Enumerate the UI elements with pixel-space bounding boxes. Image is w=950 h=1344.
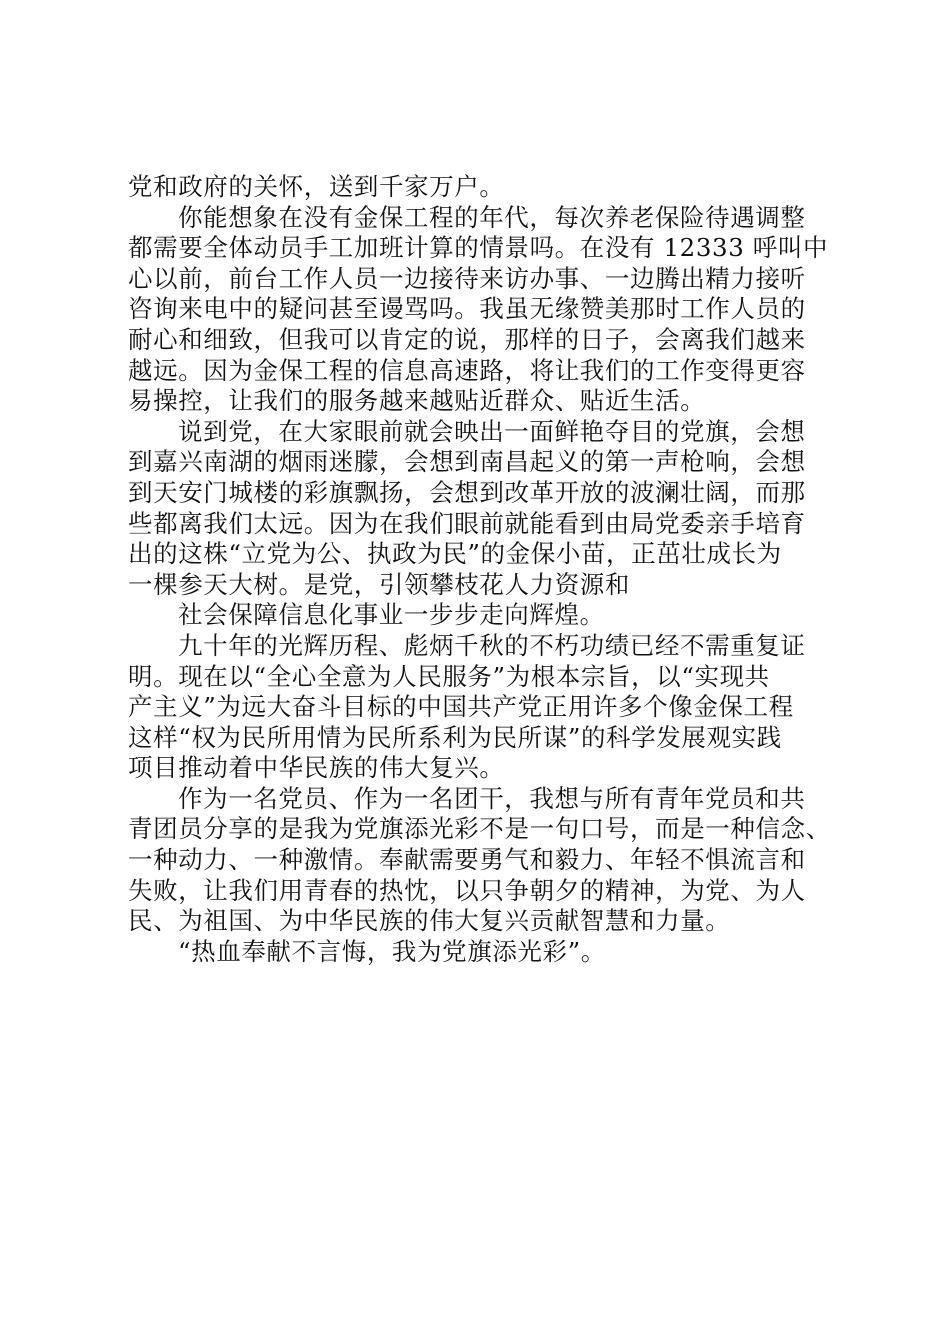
text-line: 一种动力、一种激情。奉献需要勇气和毅力、年轻不惧流言和 [128, 845, 806, 875]
text-line: 九十年的光辉历程、彪炳千秋的不朽功绩已经不需重复证 [178, 630, 806, 660]
text-line: 些都离我们太远。因为在我们眼前就能看到由局党委亲手培育 [128, 508, 806, 538]
text-line: 社会保障信息化事业一步步走向辉煌。 [178, 600, 605, 630]
document-body [128, 172, 831, 967]
text-line: 到嘉兴南湖的烟雨迷朦，会想到南昌起义的第一声枪响，会想 [128, 447, 806, 477]
text-line: 明。现在以“全心全意为人民服务”为根本宗旨，以“实现共 [128, 661, 770, 691]
text-line: 一棵参天大树。是党，引领攀枝花人力资源和 [128, 569, 630, 599]
text-line: 出的这株“立党为公、执政为民”的金保小苗，正茁壮成长为 [128, 539, 782, 569]
text-line: “热血奉献不言悔，我为党旗添光彩”。 [178, 936, 606, 966]
text-line: 作为一名党员、作为一名团干，我想与所有青年党员和共 [178, 783, 806, 813]
text-line: 项目推动着中华民族的伟大复兴。 [128, 753, 505, 783]
text-line: 心以前，前台工作人员一边接待来访办事、一边腾出精力接听 [128, 263, 806, 293]
text-line: 越远。因为金保工程的信息高速路，将让我们的工作变得更容 [128, 355, 806, 385]
text-line: 你能想象在没有金保工程的年代，每次养老保险待遇调整 [178, 202, 806, 232]
text-line: 说到党，在大家眼前就会映出一面鲜艳夺目的党旗，会想 [178, 416, 806, 446]
text-line: 耐心和细致，但我可以肯定的说，那样的日子，会离我们越来 [128, 324, 806, 354]
text-line: 这样“权为民所用情为民所系利为民所谋”的科学发展观实践 [128, 722, 782, 752]
text-line: 易操控，让我们的服务越来越贴近群众、贴近生活。 [128, 386, 706, 416]
text-line: 青团员分享的是我为党旗添光彩不是一句口号，而是一种信念、 [128, 814, 831, 844]
text-line: 党和政府的关怀，送到千家万户。 [128, 172, 505, 201]
text-line: 民、为祖国、为中华民族的伟大复兴贡献智慧和力量。 [128, 906, 731, 936]
text-line: 失败，让我们用青春的热忱，以只争朝夕的精神，为党、为人 [128, 875, 806, 905]
text-line: 到天安门城楼的彩旗飘扬，会想到改革开放的波澜壮阔，而那 [128, 477, 806, 507]
text-line: 都需要全体动员手工加班计算的情景吗。在没有 12333 呼叫中 [128, 233, 829, 263]
text-line: 咨询来电中的疑问甚至谩骂吗。我虽无缘赞美那时工作人员的 [128, 294, 806, 324]
text-line: 产主义”为远大奋斗目标的中国共产党正用许多个像金保工程 [128, 692, 794, 722]
